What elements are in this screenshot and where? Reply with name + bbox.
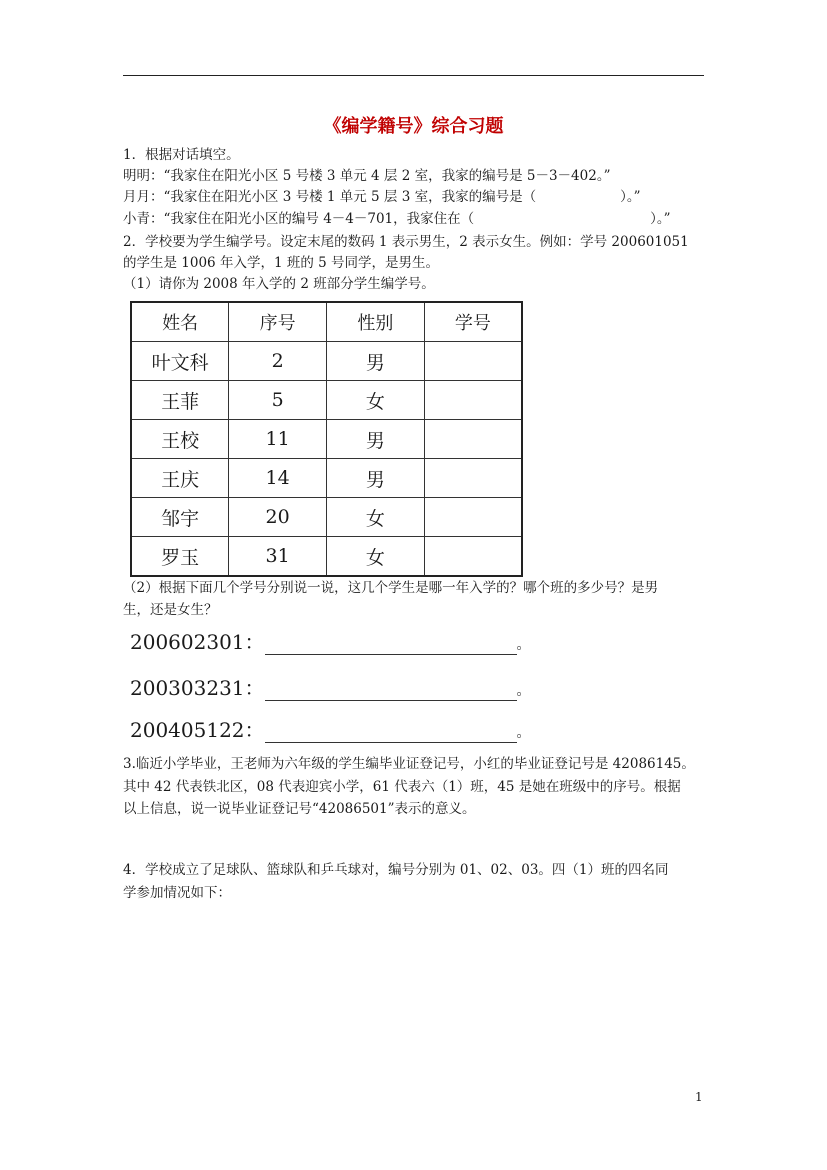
q1-xiaoqing-text: 小青：“我家住在阳光小区的编号 4－4－701，我家住在（ [123,211,475,227]
table-row [131,498,522,537]
cell-id-answer[interactable] [424,381,522,420]
id-answer-row [130,672,531,701]
q1-yueyue-text: 月月：“我家住在阳光小区 3 号楼 1 单元 5 层 3 室，我家的编号是（ [123,189,537,205]
header-seq: 序号 [229,302,327,342]
cell-gender: 男 [327,420,425,459]
cell-seq: 14 [229,459,327,498]
q1-prompt: 1．根据对话填空。 [123,147,240,163]
cell-gender: 女 [327,498,425,537]
cell-id-answer[interactable] [424,459,522,498]
answer-line[interactable] [265,722,517,743]
page-title: 《编学籍号》综合习题 [323,116,504,137]
cell-seq: 11 [229,420,327,459]
cell-seq: 20 [229,498,327,537]
cell-seq: 31 [229,537,327,577]
q3-line3: 以上信息，说一说毕业证登记号“42086501”表示的意义。 [123,801,476,817]
q1-yueyue-end: ）。” [620,189,641,205]
cell-gender: 男 [327,342,425,381]
cell-id-answer[interactable] [424,420,522,459]
table-row [131,342,522,381]
q2-line1: 2．学校要为学生编学号。设定末尾的数码 1 表示男生，2 表示女生。例如：学号 200601051 [123,234,689,250]
table-row [131,420,522,459]
table-header-row [131,302,522,342]
q1-yueyue [123,188,641,206]
cell-name: 王庆 [131,459,229,498]
cell-seq: 5 [229,381,327,420]
cell-gender: 女 [327,537,425,577]
period: 。 [516,637,531,653]
header-rule [123,75,704,76]
id-answer-row [130,626,531,655]
cell-name: 叶文科 [131,342,229,381]
q1-xiaoqing [123,210,671,228]
q2-sub2-line1: （2）根据下面几个学号分别说一说，这几个学生是哪一年入学的？哪个班的多少号？是男 [123,580,659,596]
header-id: 学号 [424,302,522,342]
q1-xiaoqing-end: ）。” [650,211,671,227]
table-row [131,459,522,498]
student-id: 200405122： [130,718,265,742]
q4-line2: 学参加情况如下： [123,885,231,901]
period: 。 [516,725,531,741]
cell-name: 邹宇 [131,498,229,537]
cell-name: 王校 [131,420,229,459]
period: 。 [516,683,531,699]
cell-id-answer[interactable] [424,342,522,381]
q3-line1: 3.临近小学毕业，王老师为六年级的学生编毕业证登记号，小红的毕业证登记号是 42086145。 [123,756,695,772]
q4-line1: 4．学校成立了足球队、篮球队和乒乓球对，编号分别为 01、02、03。四（1）班的四名同 [123,862,669,878]
q1-mingming: 明明：“我家住在阳光小区 5 号楼 3 单元 4 层 2 室，我家的编号是 5－3－402。” [123,168,611,184]
q2-line2: 的学生是 1006 年入学，1 班的 5 号同学，是男生。 [123,255,439,271]
header-name: 姓名 [131,302,229,342]
student-table [130,301,523,577]
q2-sub2-line2: 生，还是女生？ [123,602,218,618]
cell-seq: 2 [229,342,327,381]
page-number: 1 [695,1090,703,1104]
q2-sub1: （1）请你为 2008 年入学的 2 班部分学生编学号。 [123,276,435,292]
table-row [131,537,522,577]
student-id: 200602301： [130,630,265,654]
cell-name: 王菲 [131,381,229,420]
answer-line[interactable] [265,680,517,701]
cell-id-answer[interactable] [424,498,522,537]
cell-name: 罗玉 [131,537,229,577]
answer-line[interactable] [265,634,517,655]
q3-line2: 其中 42 代表铁北区，08 代表迎宾小学，61 代表六（1）班，45 是她在班级中的序号。根据 [123,779,681,795]
cell-id-answer[interactable] [424,537,522,577]
header-gender: 性别 [327,302,425,342]
cell-gender: 男 [327,459,425,498]
id-answer-row [130,714,531,743]
cell-gender: 女 [327,381,425,420]
table-row [131,381,522,420]
student-id: 200303231： [130,676,265,700]
